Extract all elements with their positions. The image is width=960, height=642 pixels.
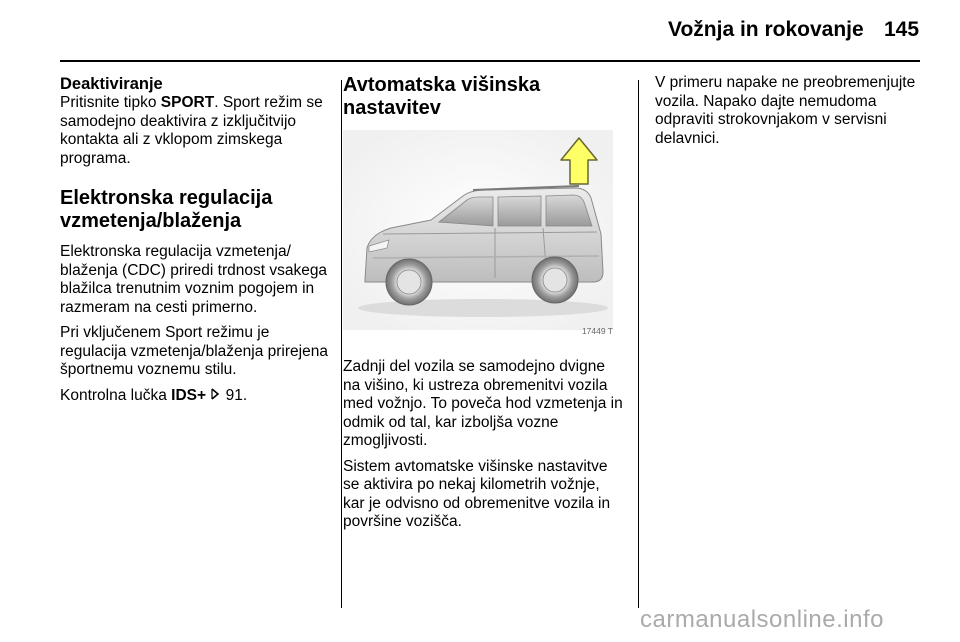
header-rule (60, 60, 920, 62)
watermark: carmanualsonline.info (640, 606, 884, 633)
paragraph-cdc-sport: Pri vključenem Sport režimu je regulacija vzmetenja/blaženja prirejena športnemu voznemu stilu. (60, 324, 328, 378)
paragraph-ids-reference (60, 387, 330, 406)
paragraph-fault-notice: V primeru napake ne preobremenjujte vozila. Napako dajte nemudoma odpraviti strokovnjakom v servisni delavnici. (655, 74, 916, 147)
column-2 (343, 74, 623, 539)
paragraph-auto-leveling-1: Zadnji del vozila se samodejno dvigne na višino, ki ustreza obremenitvi vozila med vožnjo. To poveča hod vzmetenja in odmik od tal, kar izboljša vozne zmogljivosti. (343, 358, 623, 449)
page-ref-number: 91. (221, 386, 248, 404)
column-divider-1 (341, 80, 342, 608)
page-ref-icon (210, 387, 221, 401)
section-title-cdc: Elektronska regulacija vzmetenja/blaženja (60, 187, 273, 232)
text-bold-ids: IDS+ (171, 386, 207, 404)
text-pre: Kontrolna lučka (60, 386, 172, 404)
page-number: 145 (884, 18, 920, 41)
paragraph-sport-deactivation (60, 94, 330, 168)
column-3 (655, 74, 930, 155)
column-divider-2 (638, 80, 639, 608)
car-side-icon (343, 130, 613, 330)
column-1 (60, 74, 330, 412)
section-title-deactivation: Deaktiviranje (60, 75, 163, 93)
text-post: . Sport režim se samodejno deaktivira z izključitvijo kontakta ali z vklopom zimskega programa. (60, 94, 323, 167)
text-pre: Pritisnite tipko (60, 94, 161, 111)
text-bold-sport: SPORT (160, 94, 215, 111)
paragraph-auto-leveling-2: Sistem avtomatske višinske nastavitve se aktivira po nekaj kilometrih vožnje, kar je odvisno od obremenitve vozila in površine vozišča. (343, 457, 611, 530)
section-title-auto-leveling: Avtomatska višinska nastavitev (343, 74, 541, 119)
paragraph-cdc-intro: Elektronska regulacija vzmetenja/ blaženja (CDC) priredi trdnost vsakega blažilca trenutnim voznim pogojem in razmeram na cesti primerno. (60, 243, 328, 316)
figure-car-side (343, 130, 613, 342)
figure-code: 17449 T (581, 325, 613, 336)
header-title: Vožnja in rokovanje (668, 18, 864, 41)
